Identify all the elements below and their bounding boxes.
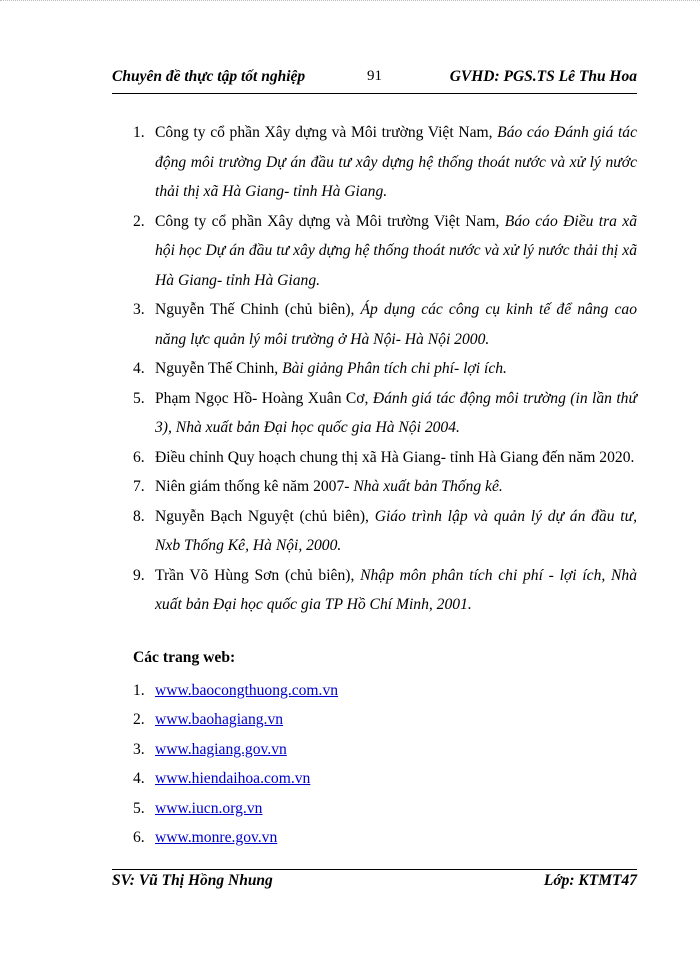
reference-title: Áp dụng các công cụ kinh tế để nâng cao năng lực quản lý môi trường ở Hà Nội- Hà Nội 2000. xyxy=(155,301,637,348)
reference-author: Công ty cổ phần Xây dựng và Môi trường Việt Nam, xyxy=(155,124,498,141)
page-number: 91 xyxy=(367,68,382,84)
website-list xyxy=(112,676,637,852)
reference-title: Đánh giá tác động môi trường (in lần thứ 3), Nhà xuất bản Đại học quốc gia Hà Nội 2004. xyxy=(155,389,637,436)
website-link[interactable]: www.hagiang.gov.vn xyxy=(155,740,287,758)
website-item xyxy=(112,764,637,793)
header-rule xyxy=(112,93,637,94)
reference-author: Nguyễn Thế Chinh (chủ biên), xyxy=(155,301,361,318)
reference-author: Nguyễn Bạch Nguyệt (chủ biên), xyxy=(155,507,375,525)
reference-item xyxy=(112,561,637,620)
website-item xyxy=(112,676,637,705)
website-link[interactable]: www.iucn.org.vn xyxy=(155,799,263,817)
page-header xyxy=(112,68,637,92)
reference-author: Trần Võ Hùng Sơn (chủ biên), xyxy=(155,566,361,584)
footer-student: SV: Vũ Thị Hồng Nhung xyxy=(112,872,273,889)
reference-item xyxy=(112,502,637,561)
reference-title: Giáo trình lập và quản lý dự án đầu tư, Nxb Thống Kê, Hà Nội, 2000. xyxy=(155,507,637,554)
reference-list xyxy=(112,118,637,620)
reference-item xyxy=(112,207,637,296)
reference-item xyxy=(112,118,637,207)
reference-number: 5. xyxy=(133,389,145,407)
websites-heading: Các trang web: xyxy=(133,649,236,666)
header-title: Chuyên đề thực tập tốt nghiệp xyxy=(112,68,306,85)
reference-number: 9. xyxy=(133,566,145,584)
website-link[interactable]: www.baohagiang.vn xyxy=(155,711,284,729)
website-number: 5. xyxy=(133,799,145,817)
website-number: 4. xyxy=(133,770,145,788)
reference-author: Công ty cổ phần Xây dựng và Môi trường Việt Nam, xyxy=(155,212,505,230)
header-advisor: GVHD: PGS.TS Lê Thu Hoa xyxy=(449,68,637,85)
reference-title: Báo cáo Đánh giá tác động môi trường Dự án đầu tư xây dựng hệ thống thoát nước và xử lý nước thải thị xã Hà Giang- tỉnh Hà Giang. xyxy=(155,124,637,200)
website-number: 1. xyxy=(133,682,145,699)
reference-number: 6. xyxy=(133,448,145,466)
website-link[interactable]: www.baocongthuong.com.vn xyxy=(155,682,339,699)
reference-number: 4. xyxy=(133,360,145,377)
reference-number: 1. xyxy=(133,124,145,141)
reference-item xyxy=(112,472,637,502)
reference-number: 7. xyxy=(133,478,145,495)
website-item xyxy=(112,823,637,852)
website-item xyxy=(112,735,637,764)
reference-title: Bài giảng Phân tích chi phí- lợi ích. xyxy=(282,360,507,377)
reference-author: Phạm Ngọc Hồ- Hoàng Xuân Cơ, xyxy=(155,389,373,407)
reference-author: Niên giám thống kê năm 2007- xyxy=(155,478,354,495)
reference-number: 2. xyxy=(133,212,145,230)
website-item xyxy=(112,794,637,823)
website-number: 3. xyxy=(133,740,145,758)
reference-item xyxy=(112,354,637,384)
website-link[interactable]: www.monre.gov.vn xyxy=(155,829,278,847)
reference-author: Nguyễn Thế Chinh, xyxy=(155,360,283,377)
reference-author: Điều chỉnh Quy hoạch chung thị xã Hà Giang- tỉnh Hà Giang đến năm 2020. xyxy=(155,448,635,466)
website-link[interactable]: www.hiendaihoa.com.vn xyxy=(155,770,311,788)
reference-item xyxy=(112,295,637,354)
reference-item xyxy=(112,443,637,473)
reference-item xyxy=(112,384,637,443)
footer-class: Lớp: KTMT47 xyxy=(543,872,637,889)
reference-title: Nhà xuất bản Thống kê. xyxy=(353,478,503,495)
footer-rule xyxy=(112,869,637,870)
website-item xyxy=(112,705,637,734)
reference-title: Nhập môn phân tích chi phí - lợi ích, Nhà xuất bản Đại học quốc gia TP Hồ Chí Minh, 2001. xyxy=(155,566,637,613)
reference-number: 3. xyxy=(133,301,145,318)
website-number: 2. xyxy=(133,711,145,729)
reference-number: 8. xyxy=(133,507,145,525)
website-number: 6. xyxy=(133,829,145,847)
reference-title: Báo cáo Điều tra xã hội học Dự án đầu tư xây dựng hệ thống thoát nước và xử lý nước thải thị xã Hà Giang- tỉnh Hà Giang. xyxy=(155,212,637,289)
